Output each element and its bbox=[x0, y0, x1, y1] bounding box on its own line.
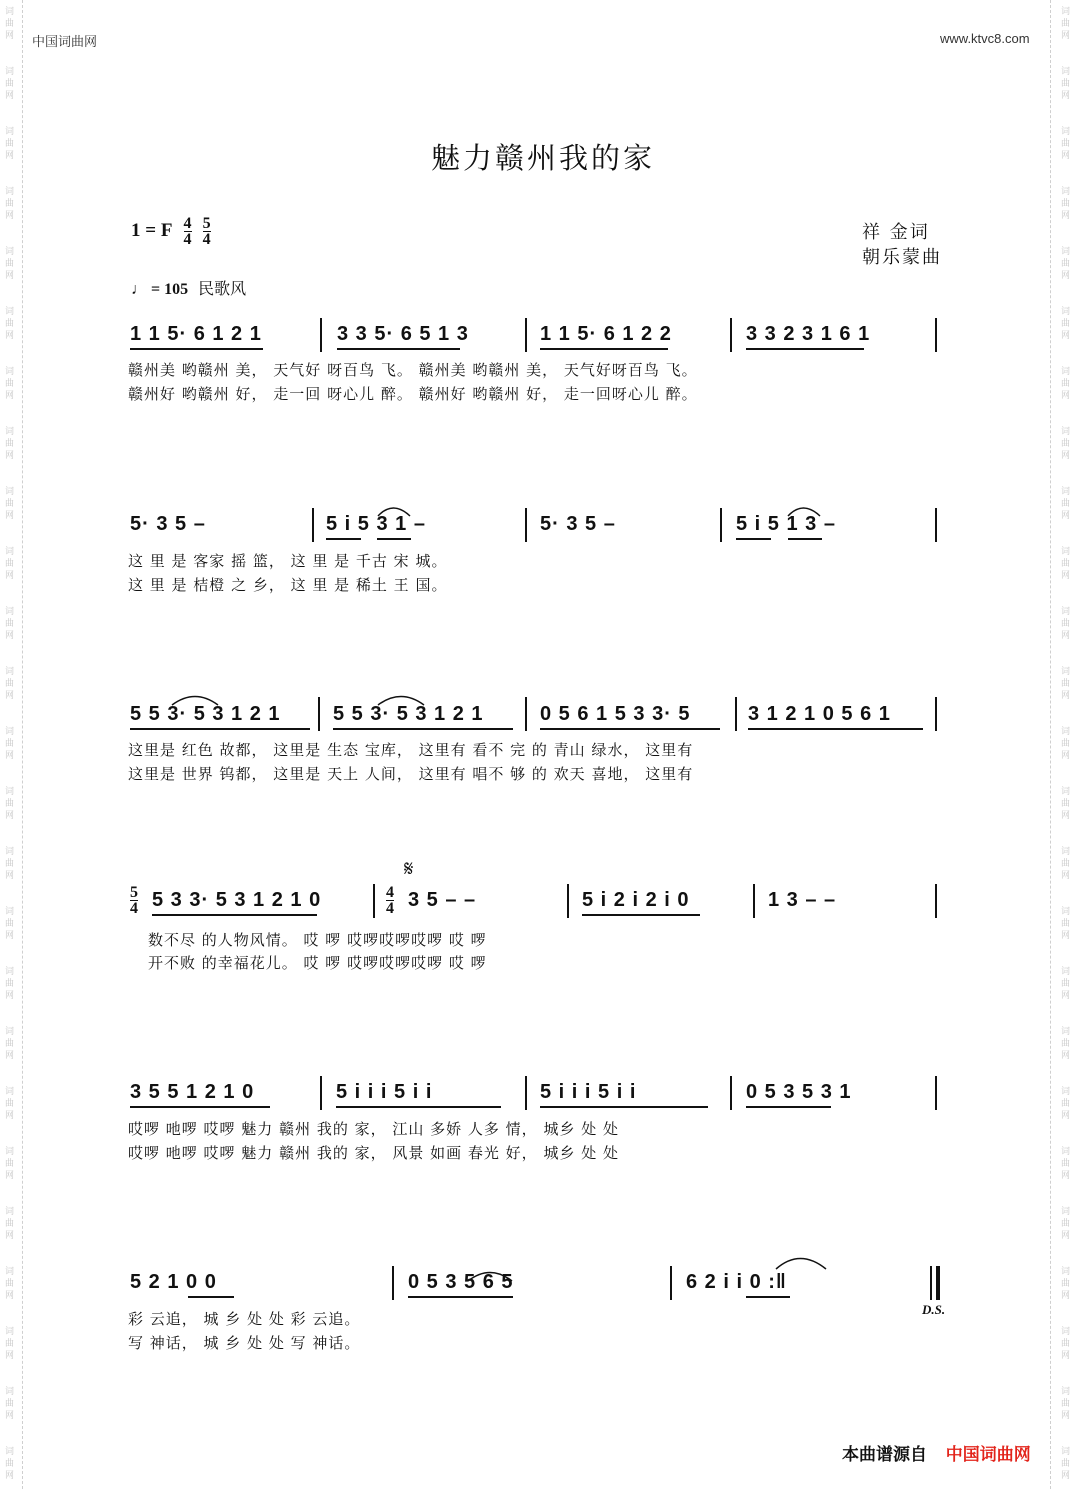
time-sig-denominator: 4 bbox=[130, 900, 138, 917]
measure-14: 3 5 – – bbox=[408, 889, 477, 911]
tempo-value: = 105 bbox=[151, 281, 189, 298]
measure-21: 5 2 1 0 0 bbox=[130, 1271, 217, 1293]
watermark-text: 词曲网 bbox=[5, 67, 15, 101]
measure-9: 5 5 3· 5 3 1 2 1 bbox=[130, 703, 281, 725]
quarter-note-icon: ♩ bbox=[131, 281, 147, 298]
watermark-text: 词曲网 bbox=[5, 247, 15, 281]
watermark-text: 词曲网 bbox=[5, 1087, 15, 1121]
time-sig-numerator: 4 bbox=[386, 884, 394, 901]
watermark-text: 词曲网 bbox=[1061, 427, 1071, 461]
watermark-text: 词曲网 bbox=[5, 487, 15, 521]
watermark-text: 词曲网 bbox=[1061, 1207, 1071, 1241]
footer-source bbox=[842, 1440, 1031, 1465]
measure-22: 0 5 3 5 6 5 bbox=[408, 1271, 514, 1293]
watermark-text: 词曲网 bbox=[1061, 67, 1071, 101]
watermark-text: 词曲网 bbox=[1061, 307, 1071, 341]
lyrics-verse-1: 数不尽 的人物风情。 哎 啰 哎啰哎啰哎啰 哎 啰 bbox=[148, 931, 487, 949]
site-url-header: www.ktvc8.com bbox=[940, 31, 1030, 46]
measure-2: 3 3 5· 6 5 1 3 bbox=[337, 323, 469, 345]
slur bbox=[776, 1259, 826, 1270]
time-sig-numerator: 5 bbox=[130, 884, 138, 901]
lyrics-verse-2: 哎啰 吔啰 哎啰 魅力 赣州 我的 家， 风景 如画 春光 好， 城乡 处 处 bbox=[128, 1144, 619, 1162]
watermark-text: 词曲网 bbox=[5, 847, 15, 881]
watermark-text: 词曲网 bbox=[5, 127, 15, 161]
lyrics-verse-2: 这 里 是 桔橙 之 乡， 这 里 是 稀土 王 国。 bbox=[128, 576, 448, 594]
time-sig-denominator: 4 bbox=[386, 900, 394, 917]
lyricist-credit: 祥 金词 bbox=[862, 222, 930, 243]
composer-credit: 朝乐蒙曲 bbox=[862, 247, 942, 268]
watermark-text: 词曲网 bbox=[5, 7, 15, 41]
slur bbox=[788, 508, 820, 516]
measure-12: 3 1 2 1 0 5 6 1 bbox=[748, 703, 891, 725]
watermark-text: 词曲网 bbox=[1061, 367, 1071, 401]
watermark-text: 词曲网 bbox=[5, 1387, 15, 1421]
measure-20: 0 5 3 5 3 1 bbox=[746, 1081, 852, 1103]
lyrics-verse-2: 这里是 世界 钨都， 这里是 天上 人间， 这里有 唱不 够 的 欢天 喜地， 这里有 bbox=[128, 765, 694, 783]
measure-23: 6 2 i i 0 :‖ bbox=[686, 1271, 787, 1293]
time-sig-denominator: 4 bbox=[183, 231, 192, 248]
watermark-text: 词曲网 bbox=[1061, 187, 1071, 221]
watermark-text: 词曲网 bbox=[1061, 247, 1071, 281]
watermark-text: 词曲网 bbox=[1061, 607, 1071, 641]
slur bbox=[172, 697, 218, 706]
lyrics-verse-2: 写 神话， 城 乡 处 处 写 神话。 bbox=[128, 1334, 361, 1352]
watermark-text: 词曲网 bbox=[1061, 967, 1071, 1001]
measure-5: 5· 3 5 – bbox=[130, 513, 206, 535]
measure-15: 5 i 2 i 2 i 0 bbox=[582, 889, 690, 911]
slur bbox=[468, 1273, 512, 1282]
watermark-text: 词曲网 bbox=[1061, 487, 1071, 521]
watermark-text: 词曲网 bbox=[5, 1327, 15, 1361]
footer-site-link[interactable]: 中国词曲网 bbox=[945, 1445, 1031, 1464]
slur bbox=[378, 697, 424, 706]
dal-segno-mark: D.S. bbox=[922, 1302, 946, 1317]
watermark-text: 词曲网 bbox=[5, 907, 15, 941]
watermark-text: 词曲网 bbox=[1061, 667, 1071, 701]
measure-17: 3 5 5 1 2 1 0 bbox=[130, 1081, 255, 1103]
key-signature: 1 = F bbox=[131, 220, 173, 241]
watermark-text: 词曲网 bbox=[5, 1027, 15, 1061]
watermark-text: 词曲网 bbox=[1061, 1147, 1071, 1181]
measure-16: 1 3 – – bbox=[768, 889, 837, 911]
watermark-text: 词曲网 bbox=[5, 667, 15, 701]
time-sig-numerator: 5 bbox=[202, 215, 211, 232]
watermark-text: 词曲网 bbox=[1061, 1447, 1071, 1481]
lyrics-verse-1: 彩 云追， 城 乡 处 处 彩 云追。 bbox=[128, 1310, 361, 1328]
watermark-text: 词曲网 bbox=[5, 787, 15, 821]
lyrics-verse-2: 赣州好 哟赣州 好， 走一回 呀心儿 醉。 赣州好 哟赣州 好， 走一回呀心儿 醉。 bbox=[128, 385, 698, 403]
watermark-text: 词曲网 bbox=[5, 727, 15, 761]
watermark-text: 词曲网 bbox=[5, 1447, 15, 1481]
site-name-header: 中国词曲网 bbox=[32, 34, 98, 49]
watermark-text: 词曲网 bbox=[1061, 907, 1071, 941]
measure-10: 5 5 3· 5 3 1 2 1 bbox=[333, 703, 484, 725]
time-sig-denominator: 4 bbox=[202, 231, 211, 248]
footer-label: 本曲谱源自 bbox=[842, 1445, 927, 1464]
watermark-text: 词曲网 bbox=[1061, 1387, 1071, 1421]
watermark-text: 词曲网 bbox=[1061, 7, 1071, 41]
watermark-text: 词曲网 bbox=[5, 427, 15, 461]
measure-1: 1 1 5· 6 1 2 1 bbox=[130, 323, 262, 345]
tempo-style: 民歌风 bbox=[198, 279, 247, 298]
watermark-text: 词曲网 bbox=[5, 1267, 15, 1301]
watermark-text: 词曲网 bbox=[5, 1147, 15, 1181]
time-sig-numerator: 4 bbox=[183, 215, 192, 232]
measure-19: 5 i i i 5 i i bbox=[540, 1081, 637, 1103]
watermark-text: 词曲网 bbox=[5, 967, 15, 1001]
watermark-text: 词曲网 bbox=[1061, 1027, 1071, 1061]
measure-18: 5 i i i 5 i i bbox=[336, 1081, 433, 1103]
watermark-text: 词曲网 bbox=[1061, 727, 1071, 761]
watermark-text: 词曲网 bbox=[5, 1207, 15, 1241]
watermark-text: 词曲网 bbox=[5, 187, 15, 221]
watermark-text: 词曲网 bbox=[5, 547, 15, 581]
watermark-text: 词曲网 bbox=[5, 307, 15, 341]
watermark-text: 词曲网 bbox=[1061, 787, 1071, 821]
watermark-text: 词曲网 bbox=[1061, 1267, 1071, 1301]
lyrics-verse-1: 赣州美 哟赣州 美， 天气好 呀百鸟 飞。 赣州美 哟赣州 美， 天气好呀百鸟 飞。 bbox=[128, 361, 698, 379]
measure-3: 1 1 5· 6 1 2 2 bbox=[540, 323, 672, 345]
lyrics-verse-1: 哎啰 吔啰 哎啰 魅力 赣州 我的 家， 江山 多娇 人多 情， 城乡 处 处 bbox=[128, 1120, 619, 1138]
lyrics-verse-1: 这里是 红色 故都， 这里是 生态 宝库， 这里有 看不 完 的 青山 绿水， 这里有 bbox=[128, 741, 694, 759]
watermark-text: 词曲网 bbox=[1061, 547, 1071, 581]
watermark-text: 词曲网 bbox=[1061, 847, 1071, 881]
watermark-text: 词曲网 bbox=[1061, 1087, 1071, 1121]
measure-6: 5 i 5 3 1 – bbox=[326, 513, 426, 535]
measure-8: 5 i 5 1 3 – bbox=[736, 513, 836, 535]
watermark-text: 词曲网 bbox=[5, 367, 15, 401]
segno-sign: 𝄋 bbox=[404, 857, 414, 882]
lyrics-verse-2: 开不败 的幸福花儿。 哎 啰 哎啰哎啰哎啰 哎 啰 bbox=[148, 954, 487, 972]
watermark-text: 词曲网 bbox=[5, 607, 15, 641]
measure-4: 3 3 2 3 1 6 1 bbox=[746, 323, 871, 345]
watermark-text: 词曲网 bbox=[1061, 1327, 1071, 1361]
measure-11: 0 5 6 1 5 3 3· 5 bbox=[540, 703, 691, 725]
measure-7: 5· 3 5 – bbox=[540, 513, 616, 535]
slur bbox=[378, 508, 410, 516]
song-title: 魅力赣州我的家 bbox=[431, 141, 656, 175]
lyrics-verse-1: 这 里 是 客家 摇 篮， 这 里 是 千古 宋 城。 bbox=[128, 552, 448, 570]
watermark-text: 词曲网 bbox=[1061, 127, 1071, 161]
measure-13: 5 3 3· 5 3 1 2 1 0 bbox=[152, 889, 322, 911]
